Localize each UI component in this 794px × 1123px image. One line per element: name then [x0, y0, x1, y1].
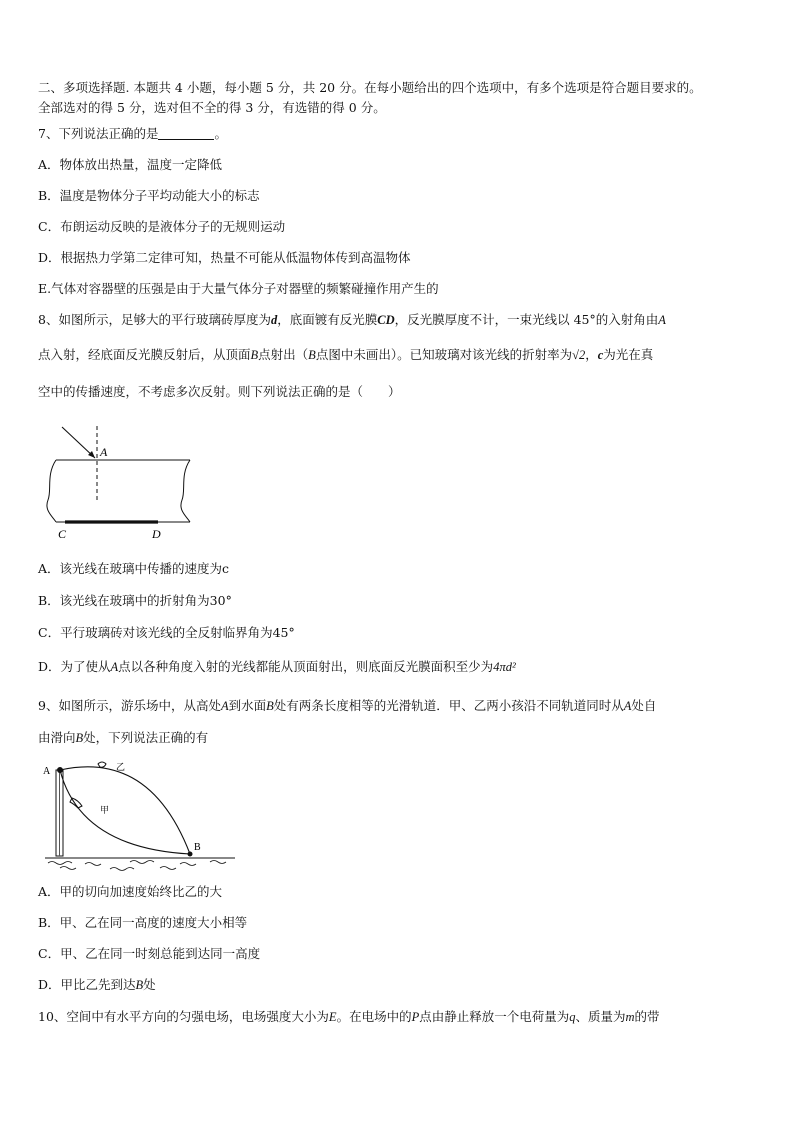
slab-right-break — [181, 460, 190, 522]
q9-text: 处，下列说法正确的有 — [83, 730, 209, 745]
q8-var-a: A — [658, 313, 666, 327]
q9-stem-line2 — [38, 729, 208, 747]
q8-var-b: B — [308, 348, 316, 362]
track-jia-curve — [60, 770, 190, 854]
q8-text: 点图中未画出）。已知玻璃对该光线的折射率为 — [315, 347, 573, 362]
label-jia: 甲 — [100, 806, 110, 816]
child-jia-figure — [70, 798, 82, 808]
q8-text: ，反光膜厚度不计，一束光线以 45°的入射角由 — [394, 312, 659, 327]
q8-text: 点射出（ — [258, 347, 309, 362]
water-waves-lower — [60, 867, 176, 871]
q9-var-b: B — [135, 978, 144, 992]
q9-text: 到水面 — [228, 698, 267, 713]
label-b: B — [194, 842, 201, 853]
q8-sqrt2: √2 — [572, 348, 586, 362]
q8-text: ， — [585, 347, 598, 362]
q9-text: 由滑向 — [38, 730, 76, 745]
q9-text: 处自 — [631, 698, 657, 713]
q8-text: 8、如图所示，足够大的平行玻璃砖厚度为 — [38, 312, 271, 327]
q9-text: 处 — [143, 977, 156, 992]
q10-text: 、质量为 — [575, 1009, 626, 1024]
q8-var-a: A — [110, 660, 119, 674]
q7-option-a: A．物体放出热量，温度一定降低 — [38, 157, 223, 172]
q8-stem-line3: 空中的传播速度，不考虑多次反射。则下列说法正确的是（ ） — [38, 384, 401, 399]
label-yi: 乙 — [116, 763, 126, 773]
q10-var-e: E — [328, 1010, 337, 1024]
q9-slides-figure — [40, 758, 240, 873]
q8-glass-slab-figure — [40, 420, 210, 545]
slab-left-break — [47, 460, 56, 522]
q9-option-a: A．甲的切向加速度始终比乙的大 — [38, 884, 223, 899]
q9-text: 处有两条长度相等的光滑轨道．甲、乙两小孩沿不同轨道同时从 — [273, 698, 624, 713]
q8-var-c: c — [597, 348, 604, 362]
q7-option-e: E.气体对容器壁的压强是由于大量气体分子对器壁的频繁碰撞作用产生的 — [38, 281, 439, 296]
q9-stem-line1 — [38, 697, 656, 715]
q8-text: 点入射，经底面反光膜反射后，从顶面 — [38, 347, 251, 362]
q8-option-d — [38, 658, 516, 676]
q10-var-p: P — [411, 1010, 420, 1024]
q9-text: D．甲比乙先到达 — [38, 977, 136, 992]
q10-text: 点由静止释放一个电荷量为 — [419, 1009, 570, 1024]
child-yi-figure — [98, 762, 106, 767]
q9-option-c: C．甲、乙在同一时刻总能到达同一高度 — [38, 946, 261, 961]
q8-stem-line2 — [38, 346, 653, 364]
q8-option-a: A．该光线在玻璃中传播的速度为c — [38, 561, 230, 576]
q10-stem — [38, 1008, 660, 1026]
q8-stem-line1 — [38, 311, 666, 329]
q10-var-m: m — [625, 1010, 635, 1024]
q8-var-cd: CD — [377, 313, 395, 327]
q10-text: 。在电场中的 — [336, 1009, 412, 1024]
q9-var-b: B — [266, 699, 274, 713]
q8-text: D．为了使从 — [38, 659, 111, 674]
label-a: A — [100, 445, 108, 459]
q10-text: 10、空间中有水平方向的匀强电场，电场强度大小为 — [38, 1009, 329, 1024]
q8-text: ，底面镀有反光膜 — [277, 312, 378, 327]
q9-var-a: A — [623, 699, 632, 713]
q7-stem-end: 。 — [214, 126, 227, 141]
q9-option-d — [38, 976, 156, 994]
q8-option-b: B．该光线在玻璃中的折射角为30° — [38, 593, 232, 608]
section-heading-line1: 二、多项选择题. 本题共 4 小题，每小题 5 分，共 20 分。在每小题给出的四个选项中，有多个选项是符合题目要求的。 — [38, 80, 702, 95]
q8-text: 为光在真 — [603, 347, 654, 362]
q10-text: 的带 — [634, 1009, 660, 1024]
label-d: D — [152, 527, 161, 541]
q9-var-a: A — [220, 699, 229, 713]
q8-text: 点以各种角度入射的光线都能从顶面射出，则底面反光膜面积至少为 — [118, 659, 494, 674]
q7-option-b: B．温度是物体分子平均动能大小的标志 — [38, 188, 260, 203]
q9-var-b: B — [75, 731, 84, 745]
q9-text: 9、如图所示，游乐场中，从高处 — [38, 698, 221, 713]
point-b-dot — [188, 852, 193, 857]
label-a: A — [43, 766, 51, 777]
q7-stem — [38, 125, 227, 143]
q8-option-c: C．平行玻璃砖对该光线的全反射临界角为45° — [38, 625, 295, 640]
q7-stem-text: 7、下列说法正确的是 — [38, 126, 159, 141]
q10-var-q: q — [569, 1010, 576, 1024]
q7-option-d: D．根据热力学第二定律可知，热量不可能从低温物体传到高温物体 — [38, 250, 411, 265]
q8-var-d: d — [270, 313, 278, 327]
q9-option-b: B．甲、乙在同一高度的速度大小相等 — [38, 915, 248, 930]
label-c: C — [58, 527, 67, 541]
water-waves — [48, 861, 226, 866]
q7-option-c: C．布朗运动反映的是液体分子的无规则运动 — [38, 219, 286, 234]
section-heading-line2: 全部选对的得 5 分，选对但不全的得 3 分，有选错的得 0 分。 — [38, 100, 386, 115]
q8-area-formula: 4πd² — [493, 660, 516, 674]
q7-answer-blank — [158, 126, 214, 140]
q8-var-b: B — [250, 348, 259, 362]
